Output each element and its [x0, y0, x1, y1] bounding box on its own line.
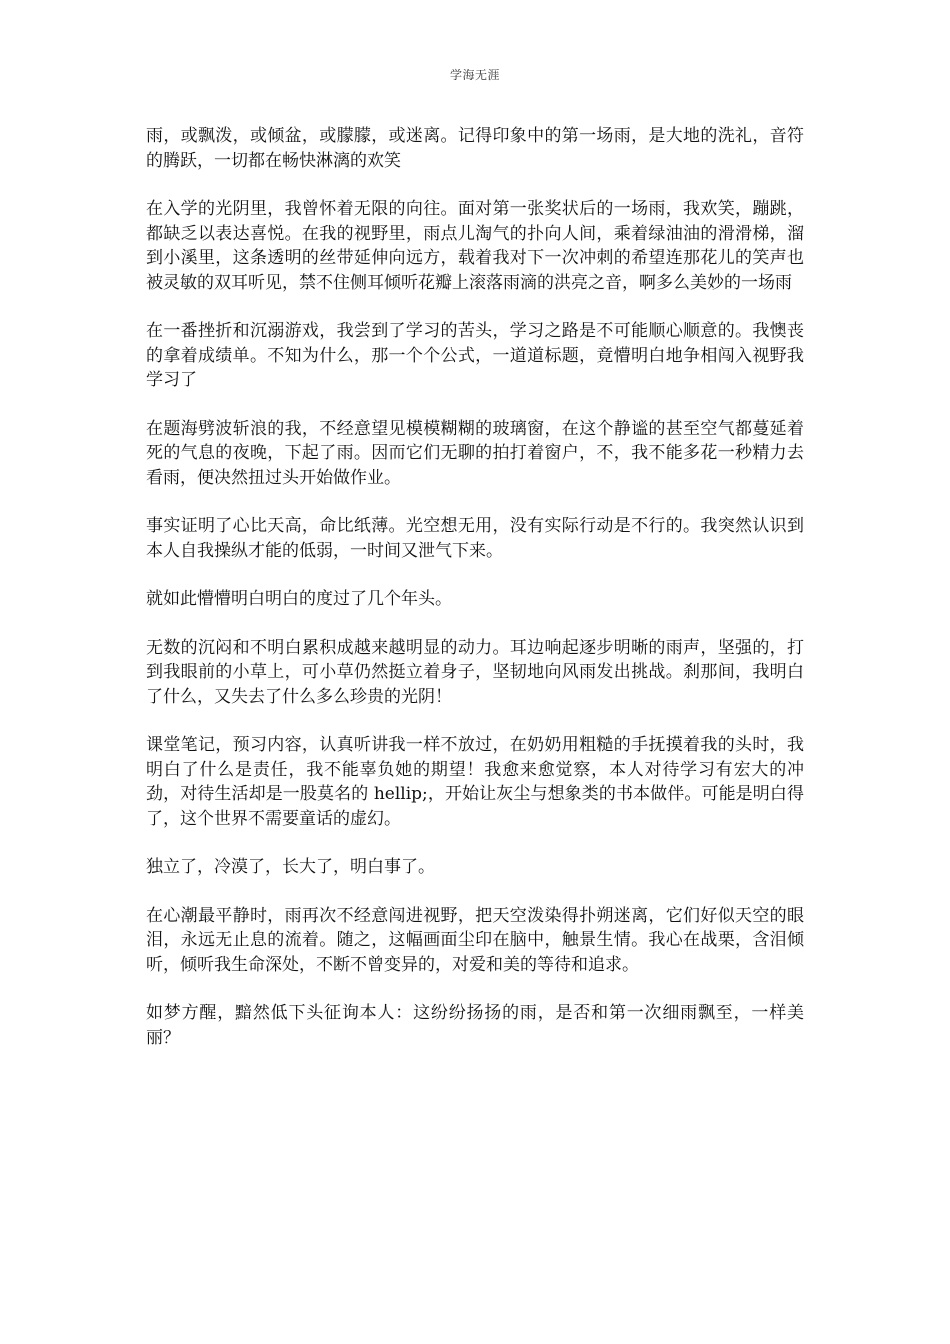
paragraph-4: 在题海劈波斩浪的我，不经意望见模模糊糊的玻璃窗，在这个静谧的甚至空气都蔓延着死的气息的夜晚，下起了雨。因而它们无聊的拍打着窗户，不，我不能多花一秒精力去看雨，便决然扭过头开始做作业。 [146, 418, 804, 488]
page-header: 学海无涯 [449, 68, 500, 82]
paragraph-6: 就如此懵懵明白明白的度过了几个年头。 [146, 589, 452, 609]
paragraph-9: 独立了，冷漠了，长大了，明白事了。 [146, 857, 435, 877]
paragraph-1: 雨，或飘泼，或倾盆，或朦朦，或迷离。记得印象中的第一场雨，是大地的洗礼，音符的腾跃，一切都在畅快淋漓的欢笑 [146, 126, 804, 171]
paragraph-5: 事实证明了心比天高，命比纸薄。光空想无用，没有实际行动是不行的。我突然认识到本人自我操纵才能的低弱，一时间又泄气下来。 [146, 516, 804, 561]
paragraph-3: 在一番挫折和沉溺游戏，我尝到了学习的苦头，学习之路是不可能顺心顺意的。我懊丧的拿着成绩单。不知为什么，那一个个公式，一道道标题，竟懵明白地争相闯入视野我学习了 [146, 321, 804, 390]
paragraph-2: 在入学的光阴里，我曾怀着无限的向往。面对第一张奖状后的一场雨，我欢笑，蹦跳，都缺乏以表达喜悦。在我的视野里，雨点儿淘气的扑向人间，乘着绿油油的滑滑梯，溜到小溪里，这条透明的丝带延伸向远方，载着我对下一次冲刺的希望连那花儿的笑声也被灵敏的双耳听见，禁不住侧耳倾听花瓣上滚落雨滴的洪亮之音，啊多么美妙的一场雨 [146, 199, 804, 293]
document-body [146, 124, 804, 1074]
paragraph-7: 无数的沉闷和不明白累积成越来越明显的动力。耳边响起逐步明晰的雨声，坚强的，打到我眼前的小草上，可小草仍然挺立着身子，坚韧地向风雨发出挑战。刹那间，我明白了什么，又失去了什么多么珍贵的光阴！ [146, 637, 804, 707]
paragraph-11: 如梦方醒，黯然低下头征询本人：这纷纷扬扬的雨，是否和第一次细雨飘至，一样美丽？ [146, 1003, 804, 1048]
paragraph-10: 在心潮最平静时，雨再次不经意闯进视野，把天空泼染得扑朔迷离，它们好似天空的眼泪，永远无止息的流着。随之，这幅画面尘印在脑中，触景生情。我心在战栗，含泪倾听，倾听我生命深处，不断不曾变异的，对爱和美的等待和追求。 [146, 905, 804, 975]
paragraph-8: 课堂笔记，预习内容，认真听讲我一样不放过，在奶奶用粗糙的手抚摸着我的头时，我明白了什么是责任，我不能辜负她的期望！我愈来愈觉察，本人对待学习有宏大的冲劲，对待生活却是一股莫名的 hellip;，开始让灰尘与想象类的书本做伴。可能是明白得了，这个世界不需要童话的虚幻。 [146, 735, 804, 829]
